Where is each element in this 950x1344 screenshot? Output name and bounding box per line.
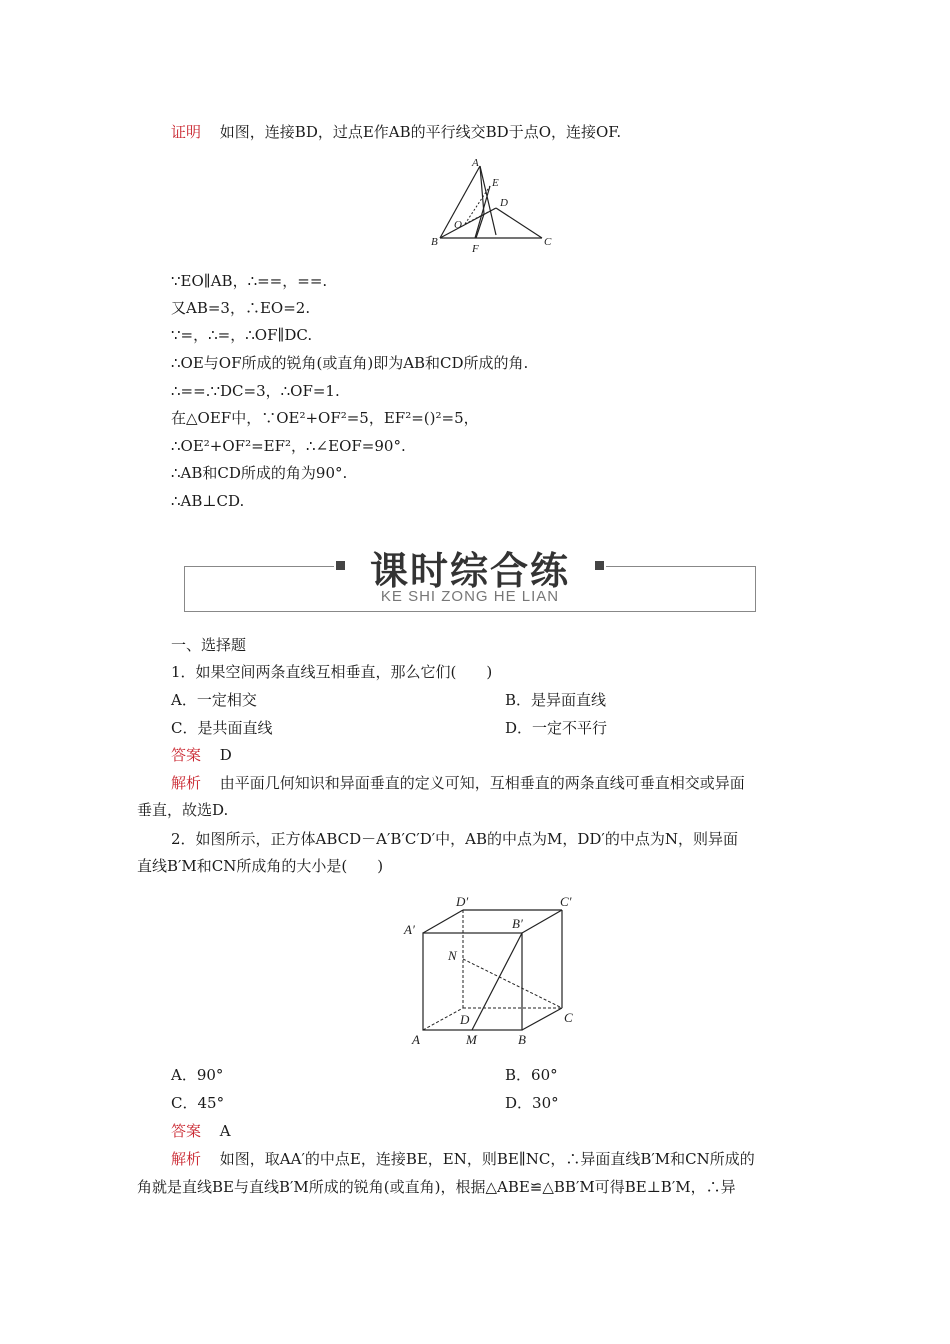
fig1-label-D: D [500, 197, 508, 209]
fig1-label-C: C [544, 236, 552, 248]
q2-analysis-text: 如图，取AA′的中点E，连接BE，EN，则BE∥NC，∴异面直线B′M和CN所成的 [219, 1150, 755, 1168]
banner-title: 课时综合练 [369, 549, 570, 593]
fig2-label-A: A [412, 1032, 420, 1047]
q1-analysis-label: 解析 [171, 774, 202, 792]
proof-line-8: ∴AB和CD所成的角为90°. [171, 464, 348, 482]
q1-option-b: B．是异面直线 [505, 691, 607, 709]
q1-analysis-text: 由平面几何知识和异面垂直的定义可知，互相垂直的两条直线可垂直相交或异面 [219, 774, 745, 792]
q2-stem-1: 2．如图所示，正方体ABCD－A′B′C′D′中，AB的中点为M，DD′的中点为N，则异面 [171, 830, 738, 848]
q2-analysis-label: 解析 [171, 1150, 202, 1168]
proof-line-6: 在△OEF中，∵OE²+OF²=5，EF²=()²=5， [171, 409, 479, 427]
proof-label: 证明 [171, 123, 202, 141]
q2-stem-2: 直线B′M和CN所成角的大小是( ) [137, 857, 384, 875]
q2-option-b: B．60° [505, 1066, 558, 1084]
proof-intro-text: 如图，连接BD，过点E作AB的平行线交BD于点O，连接OF. [219, 123, 622, 141]
q2-answer-value: A [219, 1122, 231, 1140]
q2-option-d: D．30° [505, 1094, 559, 1112]
q2-option-c: C．45° [171, 1094, 225, 1112]
q2-analysis [171, 1148, 755, 1170]
fig1-label-F: F [472, 243, 479, 255]
fig2-label-C1: C′ [560, 894, 572, 909]
q1-option-c: C．是共面直线 [171, 719, 273, 737]
banner-subtitle: KE SHI ZONG HE LIAN [380, 588, 560, 605]
proof-line-4: ∴OE与OF所成的锐角(或直角)即为AB和CD所成的角. [171, 354, 529, 372]
fig2-label-N: N [448, 948, 457, 963]
fig2-label-B: B [518, 1032, 526, 1047]
proof-line-7: ∴OE²+OF²=EF²，∴∠EOF=90°. [171, 437, 406, 455]
fig2-label-B1: B′ [512, 916, 523, 931]
proof-line-5: ∴==.∵DC=3，∴OF=1. [171, 382, 340, 400]
section-title: 一、选择题 [171, 636, 247, 654]
fig1-label-B: B [431, 236, 438, 248]
proof-line-9: ∴AB⊥CD. [171, 492, 245, 510]
q1-answer [171, 744, 232, 766]
proof-line-2: 又AB=3，∴EO=2. [171, 299, 311, 317]
q2-analysis-cont: 角就是直线BE与直线B′M所成的锐角(或直角)，根据△ABE≌△BB′M可得BE⊥B′M，∴异 [137, 1178, 736, 1196]
q1-answer-value: D [219, 746, 232, 764]
fig2-label-M: M [466, 1032, 477, 1047]
fig1-label-A: A [472, 157, 479, 169]
fig2-label-A1: A′ [404, 922, 415, 937]
q1-option-d: D．一定不平行 [505, 719, 608, 737]
fig2-label-D: D [460, 1012, 470, 1027]
q1-stem: 1．如果空间两条直线互相垂直，那么它们( ) [171, 663, 493, 681]
q2-option-a: A．90° [171, 1066, 224, 1084]
q2-answer [171, 1120, 231, 1142]
section-banner [184, 538, 756, 614]
proof-intro [171, 121, 621, 143]
fig2-label-C: C [564, 1010, 573, 1025]
q1-analysis [171, 772, 745, 794]
q1-answer-label: 答案 [171, 746, 202, 764]
proof-line-3: ∵=，∴=，∴OF∥DC. [171, 326, 313, 344]
fig2-label-D1: D′ [456, 894, 469, 909]
q1-option-a: A．一定相交 [171, 691, 257, 709]
fig1-label-O: O [454, 219, 462, 231]
proof-line-1: ∵EO∥AB，∴==，==. [171, 272, 328, 290]
figure-tetrahedron [420, 152, 565, 262]
figure-cube [400, 890, 590, 1055]
q1-analysis-cont: 垂直，故选D. [137, 801, 229, 819]
fig1-label-E: E [492, 177, 499, 189]
q2-answer-label: 答案 [171, 1122, 202, 1140]
